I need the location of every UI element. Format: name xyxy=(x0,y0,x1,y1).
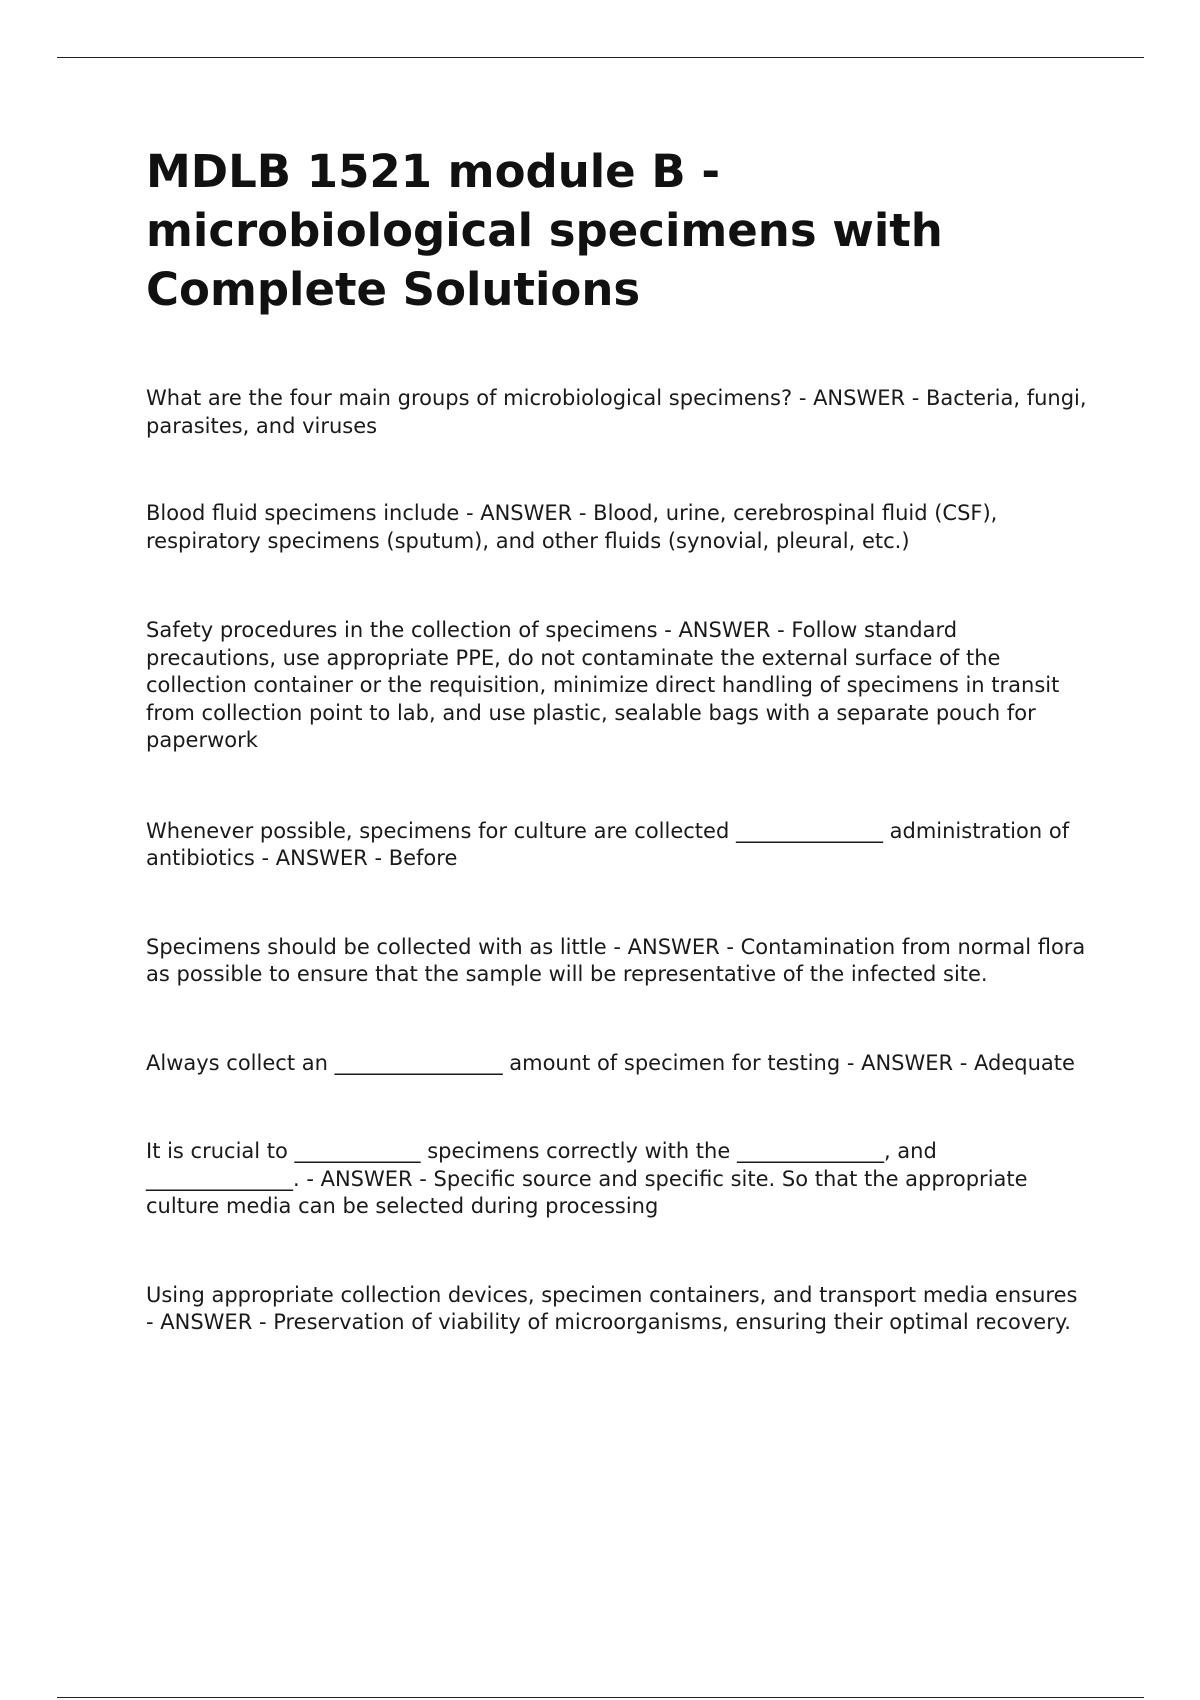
qa-item: Blood fluid specimens include - ANSWER - Blood, urine, cerebrospinal fluid (CSF), respiratory specimens (sputum), and other fluids (synovial, pleural, etc.) xyxy=(146,501,998,553)
qa-item: Safety procedures in the collection of specimens - ANSWER - Follow standard precautions, use appropriate PPE, do not contaminate the external surface of the collection container or the requisition, minimize direct handling of specimens in transit from collection point to lab, and use plastic, sealable bags with a separate pouch for paperwork xyxy=(146,618,1060,752)
qa-item: Always collect an ________________ amount of specimen for testing - ANSWER - Adequate xyxy=(146,1050,1075,1075)
top-rule xyxy=(57,57,1144,58)
qa-item: Whenever possible, specimens for culture are collected ______________ administration of antibiotics - ANSWER - Before xyxy=(146,818,1070,870)
qa-list xyxy=(146,385,1091,1337)
qa-item: Specimens should be collected with as little - ANSWER - Contamination from normal flora as possible to ensure that the sample will be representative of the infected site. xyxy=(146,934,1086,986)
qa-item: What are the four main groups of microbiological specimens? - ANSWER - Bacteria, fungi, parasites, and viruses xyxy=(146,386,1087,438)
bottom-rule xyxy=(57,1697,1144,1698)
qa-item: Using appropriate collection devices, specimen containers, and transport media ensures - ANSWER - Preservation of viability of microorganisms, ensuring their optimal recovery. xyxy=(146,1282,1078,1334)
document-title: MDLB 1521 module B - microbiological specimens with Complete Solutions xyxy=(146,145,943,316)
qa-item: It is crucial to ____________ specimens correctly with the ______________, and ______________. - ANSWER - Specific source and specific site. So that the appropriate culture media can be selected during processing xyxy=(146,1139,1028,1218)
document-body xyxy=(146,142,1091,1337)
